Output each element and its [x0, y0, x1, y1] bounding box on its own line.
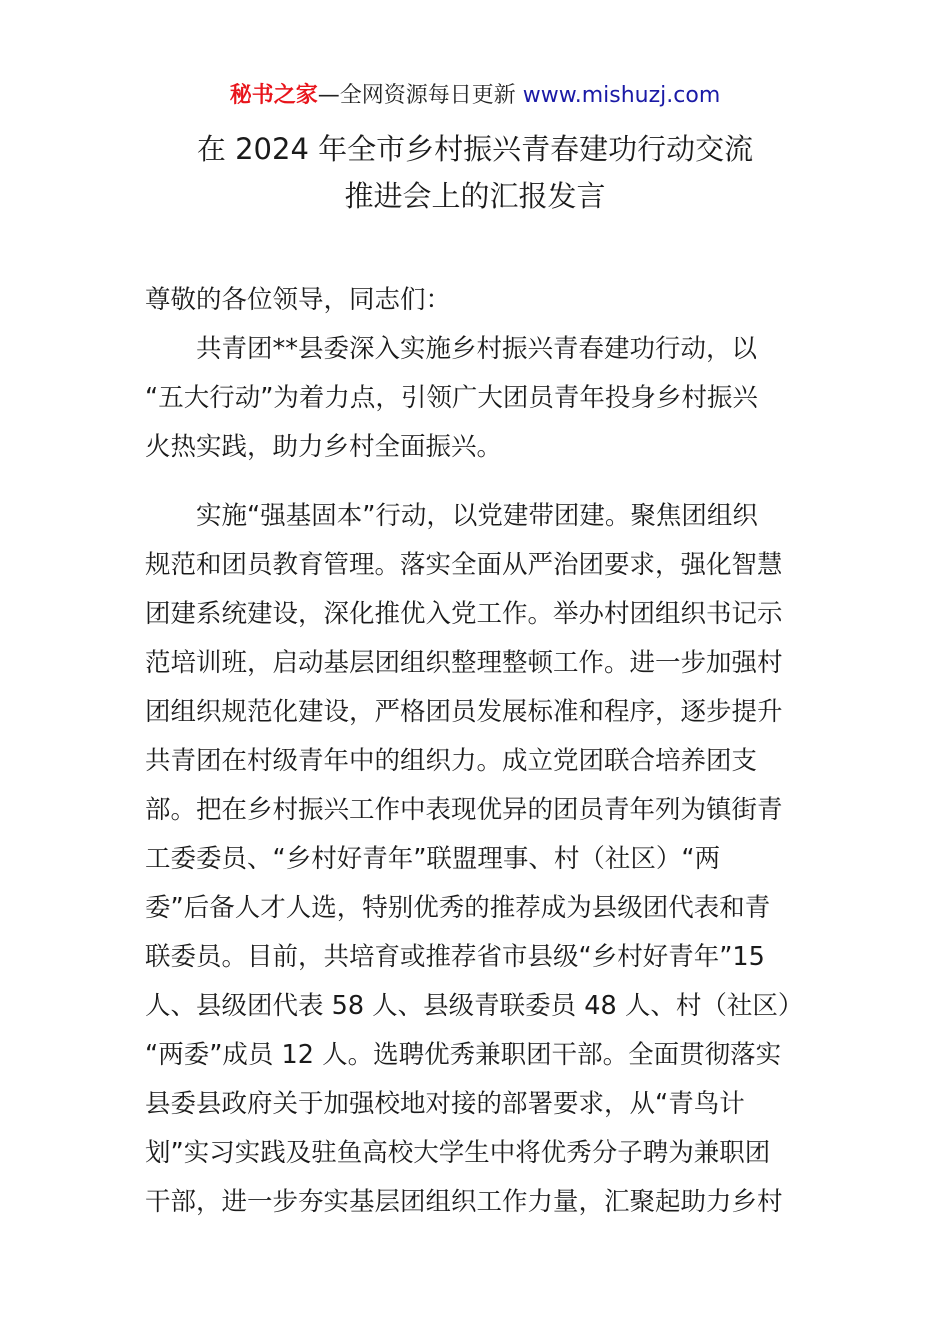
paragraph-2	[145, 492, 807, 1227]
salutation: 尊敬的各位领导，同志们：	[145, 285, 452, 315]
document-title-line-2: 推进会上的汇报发言	[344, 179, 606, 213]
paragraph-gap	[145, 472, 807, 492]
paragraph-line: 工委委员、“乡村好青年”联盟理事、村（社区）“两	[145, 844, 721, 874]
paragraph-line: 干部，进一步夯实基层团组织工作力量，汇聚起助力乡村	[145, 1187, 783, 1217]
site-header	[0, 80, 950, 112]
paragraph-line: 规范和团员教育管理。落实全面从严治团要求，强化智慧	[145, 550, 783, 580]
paragraph-line: 共青团**县委深入实施乡村振兴青春建功行动，以	[196, 334, 758, 364]
header-tagline: —全网资源每日更新	[317, 83, 523, 108]
site-url-link[interactable]: www.mishuzj.com	[522, 83, 721, 108]
paragraph-line: “五大行动”为着力点，引领广大团员青年投身乡村振兴	[145, 383, 758, 413]
paragraph-line: 划”实习实践及驻鱼高校大学生中将优秀分子聘为兼职团	[145, 1138, 771, 1168]
paragraph-line: 部。把在乡村振兴工作中表现优异的团员青年列为镇街青	[145, 795, 783, 825]
paragraph-line: 县委县政府关于加强校地对接的部署要求，从“青鸟计	[145, 1089, 745, 1119]
paragraph-line: 委”后备人才人选，特别优秀的推荐成为县级团代表和青	[145, 893, 771, 923]
paragraph-line: 人、县级团代表 58 人、县级青联委员 48 人、村（社区）	[145, 991, 804, 1021]
paragraph-line: 范培训班，启动基层团组织整理整顿工作。进一步加强村	[145, 648, 783, 678]
paragraph-line: 共青团在村级青年中的组织力。成立党团联合培养团支	[145, 746, 758, 776]
paragraph-line: 联委员。目前，共培育或推荐省市县级“乡村好青年”15	[145, 942, 765, 972]
paragraph-line: 团建系统建设，深化推优入党工作。举办村团组织书记示	[145, 599, 783, 629]
paragraph-line: 团组织规范化建设，严格团员发展标准和程序，逐步提升	[145, 697, 783, 727]
paragraph-line: 实施“强基固本”行动，以党建带团建。聚焦团组织	[196, 501, 758, 531]
paragraph-line: 火热实践，助力乡村全面振兴。	[145, 432, 503, 462]
document-title-line-1: 在 2024 年全市乡村振兴青春建功行动交流	[196, 132, 754, 166]
paragraph-line: “两委”成员 12 人。选聘优秀兼职团干部。全面贯彻落实	[145, 1040, 782, 1070]
document-body	[145, 276, 807, 1227]
brand-name: 秘书之家	[229, 83, 318, 108]
paragraph-1	[145, 325, 807, 472]
